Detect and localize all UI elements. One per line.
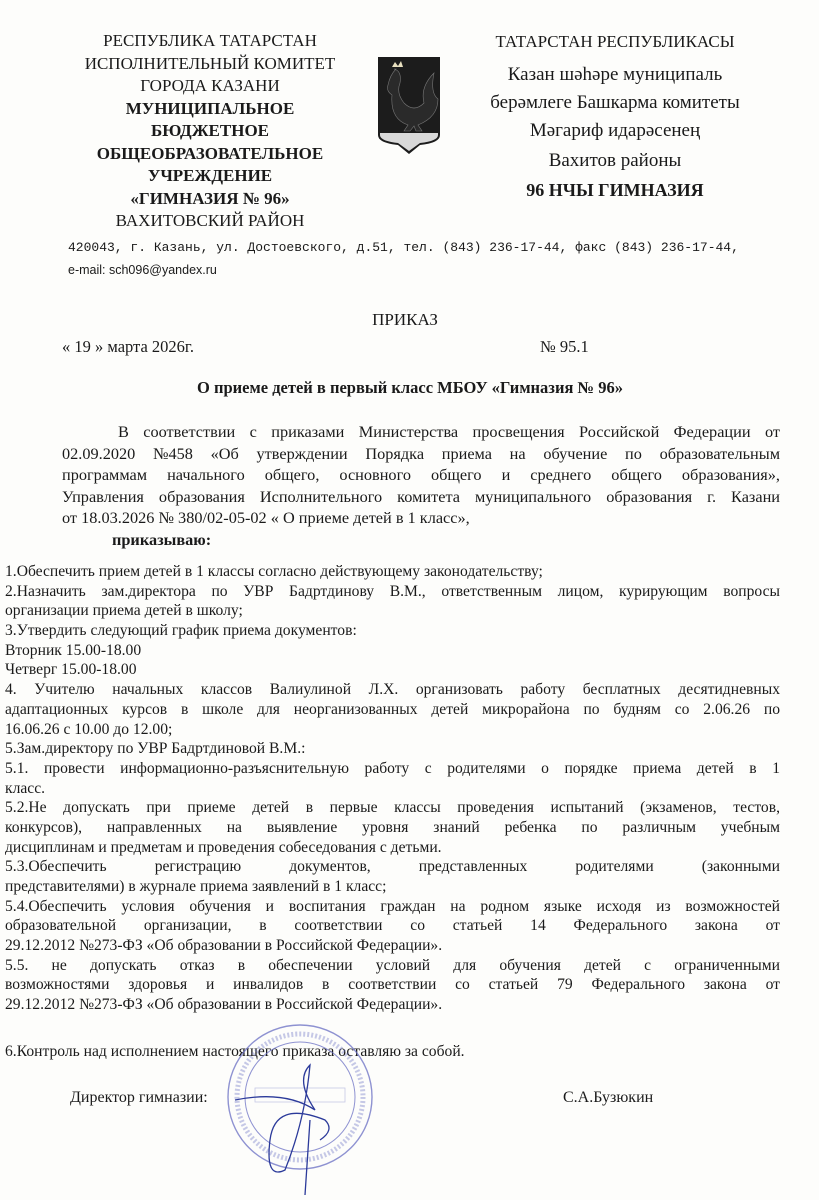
header-left-line: ОБЩЕОБРАЗОВАТЕЛЬНОЕ: [96, 143, 324, 163]
header-right-line: Мәгариф идарәсенең: [529, 120, 701, 141]
header-left-line: РЕСПУБЛИКА ТАТАРСТАН: [103, 31, 317, 50]
order-title: О приеме детей в первый класс МБОУ «Гимназия № 96»: [197, 378, 623, 397]
coat-of-arms-emblem-icon: [376, 55, 442, 155]
header-left-line: МУНИЦИПАЛЬНОЕ: [125, 98, 295, 118]
email: e-mail: sch096@yandex.ru: [68, 263, 217, 277]
header-left-line: ВАХИТОВСКИЙ РАЙОН: [115, 211, 305, 230]
order-item-line: 4. Учителю начальных классов Валиулиной Л.Х. организовать работу бесплатных десятидневных: [5, 681, 780, 699]
header-left-line: ГОРОДА КАЗАНИ: [140, 76, 280, 95]
header-left-block: [40, 30, 380, 233]
order-item-line: представителями) в журнале приема заявлений в 1 класс;: [5, 878, 387, 895]
intro-line: от 18.03.2026 № 380/02-05-02 « О приеме детей в 1 класс»,: [62, 508, 470, 528]
order-item-line: дисциплинам и предметам и проведения собеседования с детьми.: [5, 838, 442, 856]
signature-scribble: [225, 1060, 355, 1200]
header-right-line: Казан шәһәре муниципаль: [507, 64, 723, 85]
header-right-line: Вахитов районы: [548, 150, 682, 171]
order-item-line: адаптационных курсов в школе для неорганизованных детей микрорайона по будням со 2.06.26 по: [5, 700, 780, 718]
order-number: № 95.1: [540, 337, 589, 356]
order-item-line: 16.06.26 с 10.00 до 12.00;: [5, 720, 173, 738]
order-item-line: 3.Утвердить следующий график приема документов:: [5, 622, 357, 640]
header-left-line: УЧРЕЖДЕНИЕ: [147, 166, 273, 185]
header-left-line: БЮДЖЕТНОЕ: [150, 121, 270, 140]
order-items: [5, 562, 780, 1015]
intro-line: 02.09.2020 №458 «Об утверждении Порядка приема на обучение по образовательным: [62, 443, 780, 463]
order-item-line: 5.1. провести информационно-разъяснительную работу с родителями о порядке приема детей в 1: [5, 759, 780, 777]
order-item-line: 1.Обеспечить прием детей в 1 классы согласно действующему законодательству;: [5, 563, 543, 580]
decree-word: приказываю:: [112, 529, 212, 549]
intro-line: В соответствии с приказами Министерства просвещения Российской Федерации от: [118, 422, 780, 441]
order-item-line: 5.Зам.директору по УВР Бадртдиновой В.М.:: [5, 740, 306, 758]
intro-line: программам начального общего, основного общего и среднего общего образования»,: [62, 465, 780, 485]
header-left-line: «ГИМНАЗИЯ № 96»: [130, 188, 290, 208]
order-heading: ПРИКАЗ: [372, 310, 438, 329]
order-date: « 19 » марта 2026г.: [62, 337, 194, 356]
order-item-line: 29.12.2012 №273-ФЗ «Об образовании в Российской Федерации».: [5, 996, 443, 1014]
order-item-line: 5.4.Обеспечить условия обучения и воспитания граждан на родном языке исходя из возможностей: [5, 897, 780, 915]
intro-line: Управления образования Исполнительного комитета муниципального образования г. Казани: [62, 486, 780, 506]
order-item-line: 5.5. не допускать отказ в обеспечении условий для обучения детей с ограниченными: [5, 956, 780, 974]
order-item-line: конкурсов), направленных на выявление уровня знаний ребенка по различным учебным: [5, 818, 780, 836]
intro-paragraph: [62, 421, 780, 551]
order-item-line: организации приема детей в школу;: [5, 602, 243, 620]
header-right-line: ТАТАРСТАН РЕСПУБЛИКАСЫ: [495, 32, 735, 51]
order-item-line: Четверг 15.00-18.00: [5, 661, 137, 679]
signature-position: Директор гимназии:: [70, 1089, 208, 1106]
order-item-line: возможностями здоровья и инвалидов в соответствии со статьей 79 Федерального закона от: [5, 976, 780, 994]
order-item-line: образовательной организации, в соответствии со статьей 14 Федерального закона от: [5, 917, 780, 935]
address: 420043, г. Казань, ул. Достоевского, д.51, тел. (843) 236-17-44, факс (843) 236-17-44,: [68, 240, 739, 255]
order-item-line: класс.: [5, 779, 46, 797]
signature-name: С.А.Бузюкин: [563, 1089, 654, 1106]
order-item-line: Вторник 15.00-18.00: [5, 641, 142, 659]
order-item-line: 2.Назначить зам.директора по УВР Бадртдинову В.М., ответственным лицом, курирующим вопросы: [5, 582, 780, 600]
order-item-line: 5.2.Не допускать при приеме детей в первые классы проведения испытаний (экзаменов, тестов,: [5, 799, 780, 817]
header-right-line: 96 НЧЫ ГИМНАЗИЯ: [526, 180, 704, 200]
order-item-line: 5.3.Обеспечить регистрацию документов, представленных родителями (законными: [5, 858, 780, 876]
header-right-line: берәмлеге Башкарма комитеты: [490, 92, 740, 113]
order-item-line: 29.12.2012 №273-ФЗ «Об образовании в Российской Федерации».: [5, 937, 443, 955]
header-left-line: ИСПОЛНИТЕЛЬНЫЙ КОМИТЕТ: [84, 53, 336, 73]
final-item: 6.Контроль над исполнением настоящего приказа оставляю за собой.: [5, 1043, 465, 1060]
